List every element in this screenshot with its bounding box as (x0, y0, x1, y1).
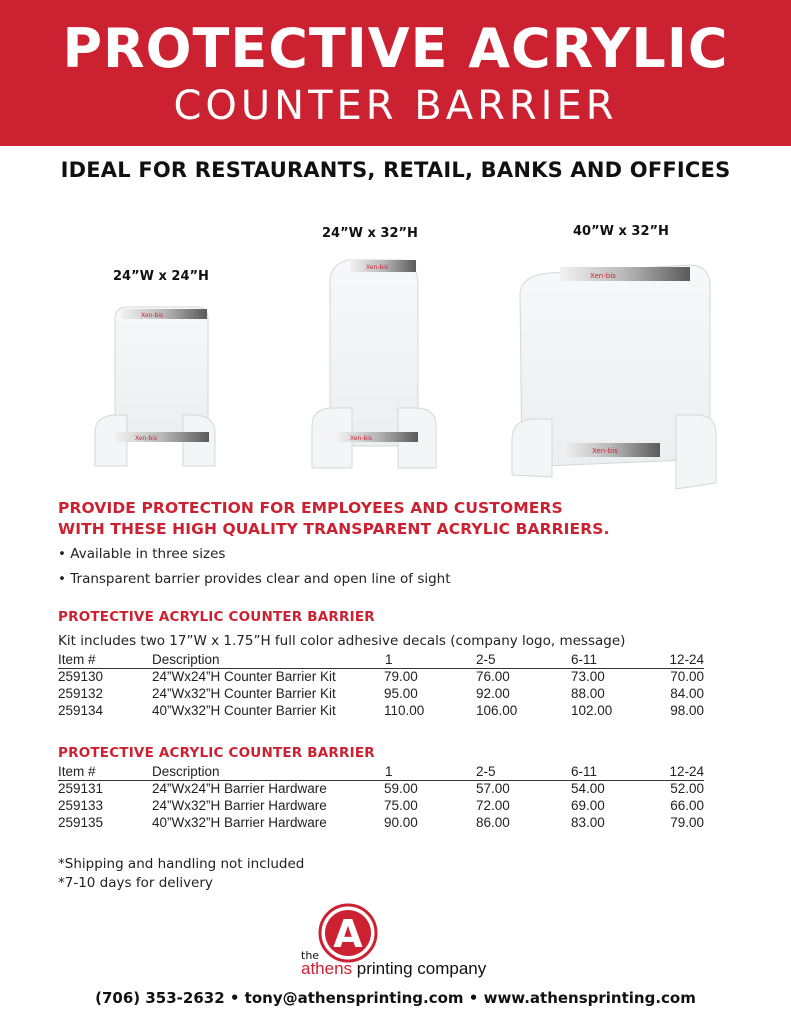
cell-description: 24”Wx24”H Counter Barrier Kit (152, 669, 336, 684)
svg-text:Xen-bis: Xen-bis (141, 312, 164, 319)
cell-price: 76.00 (476, 669, 510, 684)
table-row (58, 781, 704, 798)
header-qty-2-5: 2-5 (476, 652, 496, 667)
header-qty-1: 1 (385, 764, 393, 779)
size-label-small: 24”W x 24”H (113, 269, 209, 284)
svg-text:Xen-bis: Xen-bis (135, 435, 158, 442)
kit-table-title: PROTECTIVE ACRYLIC COUNTER BARRIER (58, 609, 375, 625)
cell-price: 102.00 (571, 703, 613, 718)
kit-price-table (58, 652, 704, 720)
protection-headline (58, 498, 758, 540)
table-header-row (58, 652, 704, 669)
logo-athens: athens (301, 959, 353, 978)
cell-description: 24”Wx32”H Barrier Hardware (152, 798, 327, 813)
logo-letter: A (333, 912, 363, 956)
cell-price: 88.00 (571, 686, 605, 701)
banner-title-line-1: PROTECTIVE ACRYLIC (62, 17, 729, 80)
cell-item: 259134 (58, 703, 104, 718)
cell-price: 59.00 (384, 781, 418, 796)
logo-wordmark (301, 959, 486, 979)
cell-item: 259131 (58, 781, 104, 796)
cell-description: 24”Wx32”H Counter Barrier Kit (152, 686, 336, 701)
footnote-delivery: *7-10 days for delivery (58, 875, 213, 891)
size-label-large: 40”W x 32”H (573, 224, 669, 239)
barrier-image-40x32 (510, 253, 720, 493)
kit-note: Kit includes two 17”W x 1.75”H full color adhesive decals (company logo, message) (58, 633, 626, 649)
cell-price: 73.00 (571, 669, 605, 684)
header-qty-12-24: 12-24 (669, 764, 704, 779)
cell-description: 24”Wx24”H Barrier Hardware (152, 781, 327, 796)
cell-description: 40”Wx32”H Counter Barrier Kit (152, 703, 336, 718)
table-row (58, 703, 704, 720)
header-qty-6-11: 6-11 (571, 764, 598, 779)
headline-line-2: WITH THESE HIGH QUALITY TRANSPARENT ACRYLIC BARRIERS. (58, 520, 610, 538)
header-qty-6-11: 6-11 (571, 652, 598, 667)
cell-item: 259130 (58, 669, 104, 684)
cell-price: 110.00 (384, 703, 425, 718)
svg-text:Xen-bis: Xen-bis (590, 272, 616, 280)
hardware-price-table (58, 764, 704, 832)
cell-price: 72.00 (476, 798, 510, 813)
cell-price: 70.00 (670, 669, 704, 684)
cell-price: 79.00 (384, 669, 418, 684)
cell-price: 86.00 (476, 815, 510, 830)
feature-list (58, 545, 451, 595)
cell-price: 90.00 (384, 815, 418, 830)
cell-price: 57.00 (476, 781, 510, 796)
footnote-shipping: *Shipping and handling not included (58, 856, 305, 872)
cell-price: 79.00 (670, 815, 704, 830)
cell-price: 83.00 (571, 815, 605, 830)
header-banner (0, 0, 791, 146)
cell-price: 84.00 (670, 686, 704, 701)
feature-item: • Transparent barrier provides clear and open line of sight (58, 571, 451, 587)
table-row (58, 669, 704, 686)
logo-the: the (301, 949, 320, 962)
barrier-image-24x32 (308, 256, 440, 470)
header-item: Item # (58, 652, 96, 667)
svg-text:Xen-bis: Xen-bis (366, 264, 389, 271)
company-logo (296, 903, 496, 981)
header-qty-12-24: 12-24 (669, 652, 704, 667)
logo-printing-company: printing company (352, 959, 487, 978)
header-qty-2-5: 2-5 (476, 764, 496, 779)
cell-item: 259132 (58, 686, 104, 701)
table-header-row (58, 764, 704, 781)
table-row (58, 686, 704, 703)
contact-line: (706) 353-2632 • tony@athensprinting.com • www.athensprinting.com (95, 989, 696, 1007)
header-qty-1: 1 (385, 652, 393, 667)
banner-title-line-2: COUNTER BARRIER (173, 83, 618, 129)
cell-price: 69.00 (571, 798, 605, 813)
cell-price: 106.00 (476, 703, 518, 718)
cell-price: 52.00 (670, 781, 704, 796)
cell-price: 92.00 (476, 686, 510, 701)
cell-price: 54.00 (571, 781, 605, 796)
size-label-medium: 24”W x 32”H (322, 226, 418, 241)
svg-text:Xen-bis: Xen-bis (592, 447, 618, 455)
table-row (58, 798, 704, 815)
footnotes (58, 855, 304, 893)
headline-line-1: PROVIDE PROTECTION FOR EMPLOYEES AND CUSTOMERS (58, 499, 563, 517)
cell-description: 40”Wx32”H Barrier Hardware (152, 815, 327, 830)
svg-text:Xen-bis: Xen-bis (350, 435, 373, 442)
header-item: Item # (58, 764, 96, 779)
header-description: Description (152, 764, 220, 779)
athens-a-logo-icon (314, 903, 394, 965)
cell-price: 66.00 (670, 798, 704, 813)
header-description: Description (152, 652, 220, 667)
cell-price: 75.00 (384, 798, 418, 813)
cell-price: 98.00 (670, 703, 704, 718)
feature-item: • Available in three sizes (58, 546, 226, 562)
cell-item: 259135 (58, 815, 104, 830)
barrier-image-24x24 (93, 303, 217, 468)
hardware-table-title: PROTECTIVE ACRYLIC COUNTER BARRIER (58, 745, 375, 761)
cell-item: 259133 (58, 798, 104, 813)
cell-price: 95.00 (384, 686, 418, 701)
subtitle: IDEAL FOR RESTAURANTS, RETAIL, BANKS AND OFFICES (60, 158, 731, 182)
table-row (58, 815, 704, 832)
